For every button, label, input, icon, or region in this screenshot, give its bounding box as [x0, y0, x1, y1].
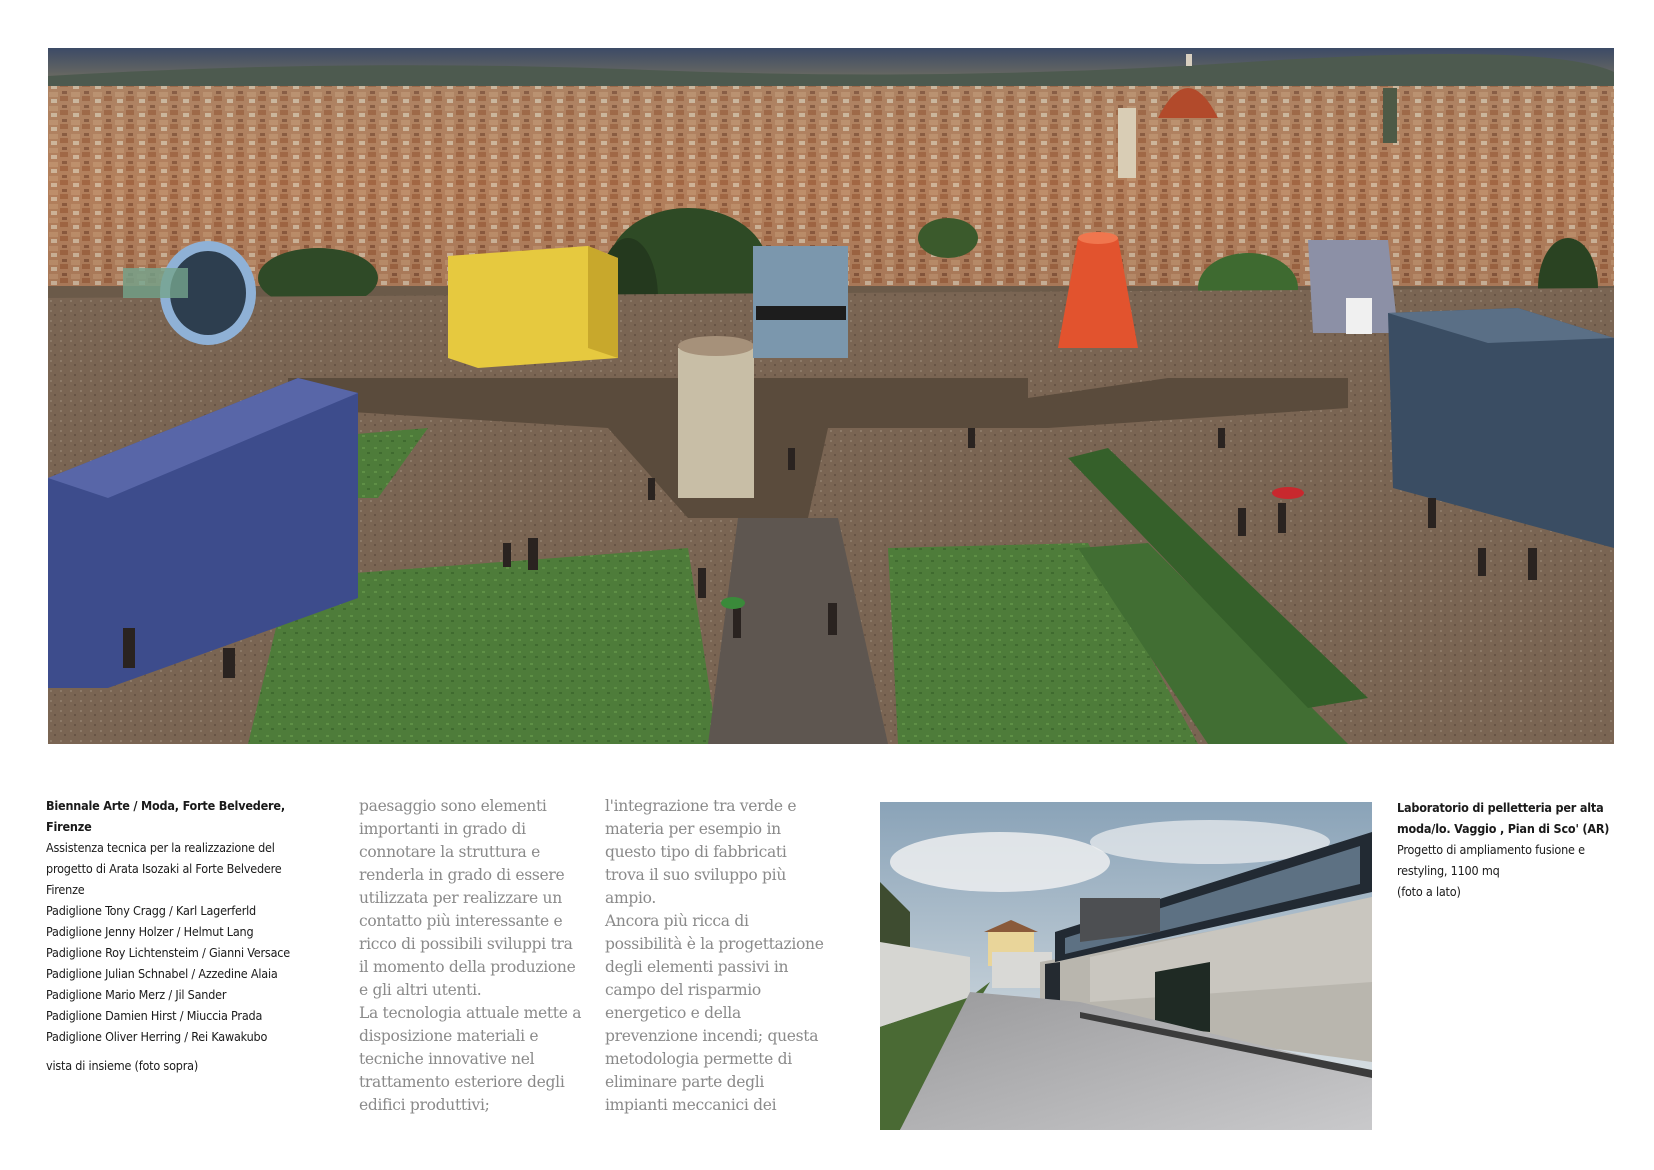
caption-left-line: Padiglione Roy Lichtensteim / Gianni Versace: [46, 945, 290, 960]
panorama-photo: [48, 48, 1614, 744]
body-text-column-2: [605, 795, 830, 1117]
caption-left-line: Assistenza tecnica per la realizzazione del progetto di Arata Isozaki al Forte Belvedere Firenze: [46, 840, 282, 897]
building-render-photo: [880, 802, 1372, 1130]
caption-left: [46, 795, 296, 1076]
caption-right-line: (foto a lato): [1397, 884, 1461, 899]
caption-left-line: Padiglione Mario Merz / Jil Sander: [46, 987, 227, 1002]
paragraph: l'integrazione tra verde e materia per esempio in questo tipo di fabbricati trova il suo sviluppo più ampio.: [605, 797, 797, 907]
caption-left-footnote: vista di insieme (foto sopra): [46, 1058, 199, 1073]
paragraph: Ancora più ricca di possibilità è la progettazione degli elementi passivi in campo del risparmio energetico e della prevenzione incendi; questa metodologia permette di eliminare parte degli impianti meccanici dei: [605, 912, 824, 1114]
caption-left-line: Padiglione Oliver Herring / Rei Kawakubo: [46, 1029, 268, 1044]
caption-right: [1397, 797, 1627, 902]
body-text-column-1: [359, 795, 584, 1117]
paragraph: paesaggio sono elementi importanti in grado di connotare la struttura e renderla in grado di essere utilizzata per realizzare un contatto più interessante e ricco di possibili sviluppi tra il momento della produzione e gli altri utenti.: [359, 797, 576, 999]
panorama-illustration: [48, 48, 1614, 744]
caption-right-title: Laboratorio di pelletteria per alta moda/lo. Vaggio , Pian di Sco' (AR): [1397, 800, 1610, 836]
caption-left-title: Biennale Arte / Moda, Forte Belvedere, Firenze: [46, 798, 285, 834]
caption-left-line: Padiglione Damien Hirst / Miuccia Prada: [46, 1008, 263, 1023]
caption-left-line: Padiglione Jenny Holzer / Helmut Lang: [46, 924, 254, 939]
caption-left-line: Padiglione Julian Schnabel / Azzedine Alaia: [46, 966, 278, 981]
paragraph: La tecnologia attuale mette a disposizione materiali e tecniche innovative nel trattamento esteriore degli edifici produttivi;: [359, 1004, 582, 1114]
caption-left-line: Padiglione Tony Cragg / Karl Lagerferld: [46, 903, 256, 918]
caption-right-line: Progetto di ampliamento fusione e restyling, 1100 mq: [1397, 842, 1585, 878]
building-render-illustration: [880, 802, 1372, 1130]
